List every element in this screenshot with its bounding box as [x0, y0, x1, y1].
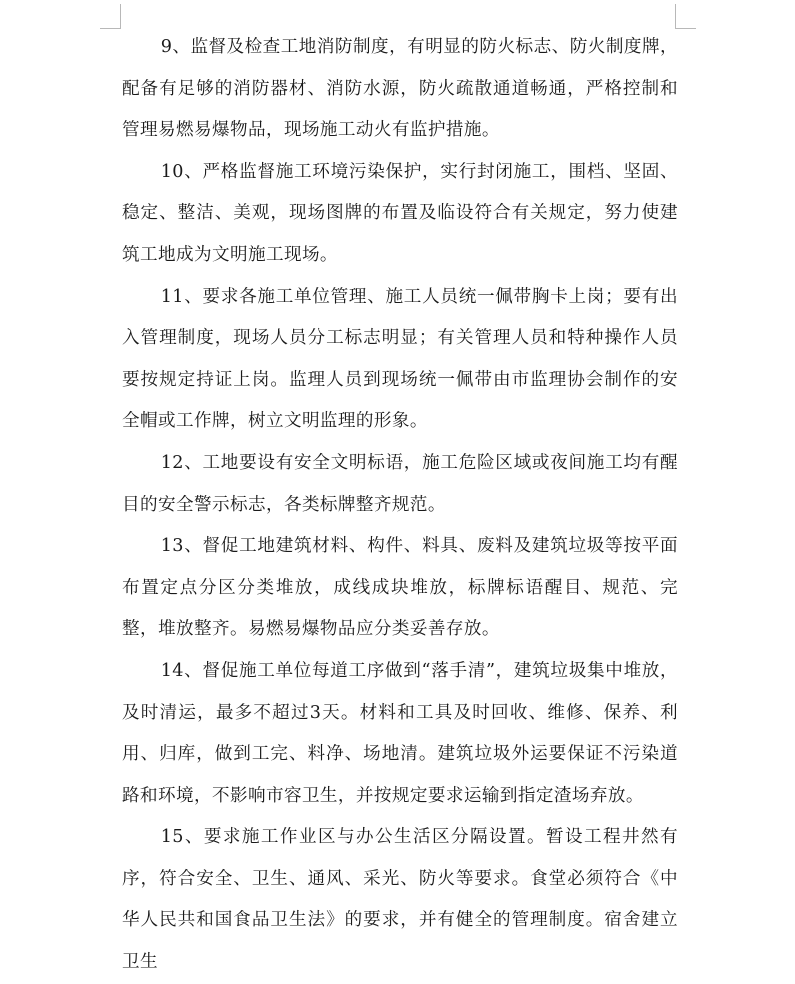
top-right-margin-mark — [675, 4, 696, 29]
document-body — [122, 27, 678, 984]
top-left-margin-mark — [100, 4, 121, 29]
paragraph-9: 9、监督及检查工地消防制度，有明显的防火标志、防火制度牌，配备有足够的消防器材、消防水源，防火疏散通道畅通，严格控制和管理易燃易爆物品，现场施工动火有监护措施。 — [122, 37, 678, 141]
paragraph-11: 11、要求各施工单位管理、施工人员统一佩带胸卡上岗；要有出入管理制度，现场人员分工标志明显；有关管理人员和特种操作人员要按规定持证上岗。监理人员到现场统一佩带由市监理协会制作的安全帽或工作牌，树立文明监理的形象。 — [122, 286, 678, 432]
paragraph-14: 14、督促施工单位每道工序做到“落手清”，建筑垃圾集中堆放，及时清运，最多不超过3天。材料和工具及时回收、维修、保养、利用、归库，做到工完、料净、场地清。建筑垃圾外运要保证不污染道路和环境，不影响市容卫生，并按规定要求运输到指定渣场弃放。 — [122, 660, 678, 806]
paragraph-15: 15、要求施工作业区与办公生活区分隔设置。暂设工程井然有序，符合安全、卫生、通风、采光、防火等要求。食堂必须符合《中华人民共和国食品卫生法》的要求，并有健全的管理制度。宿舍建立卫生 — [122, 827, 678, 973]
paragraph-10: 10、严格监督施工环境污染保护，实行封闭施工，围档、坚固、稳定、整洁、美观，现场图牌的布置及临设符合有关规定，努力使建筑工地成为文明施工现场。 — [122, 161, 678, 265]
paragraph-12: 12、工地要设有安全文明标语，施工危险区域或夜间施工均有醒目的安全警示标志，各类标牌整齐规范。 — [122, 452, 678, 515]
paragraph-13: 13、督促工地建筑材料、构件、料具、废料及建筑垃圾等按平面布置定点分区分类堆放，成线成块堆放，标牌标语醒目、规范、完整，堆放整齐。易燃易爆物品应分类妥善存放。 — [122, 536, 678, 640]
